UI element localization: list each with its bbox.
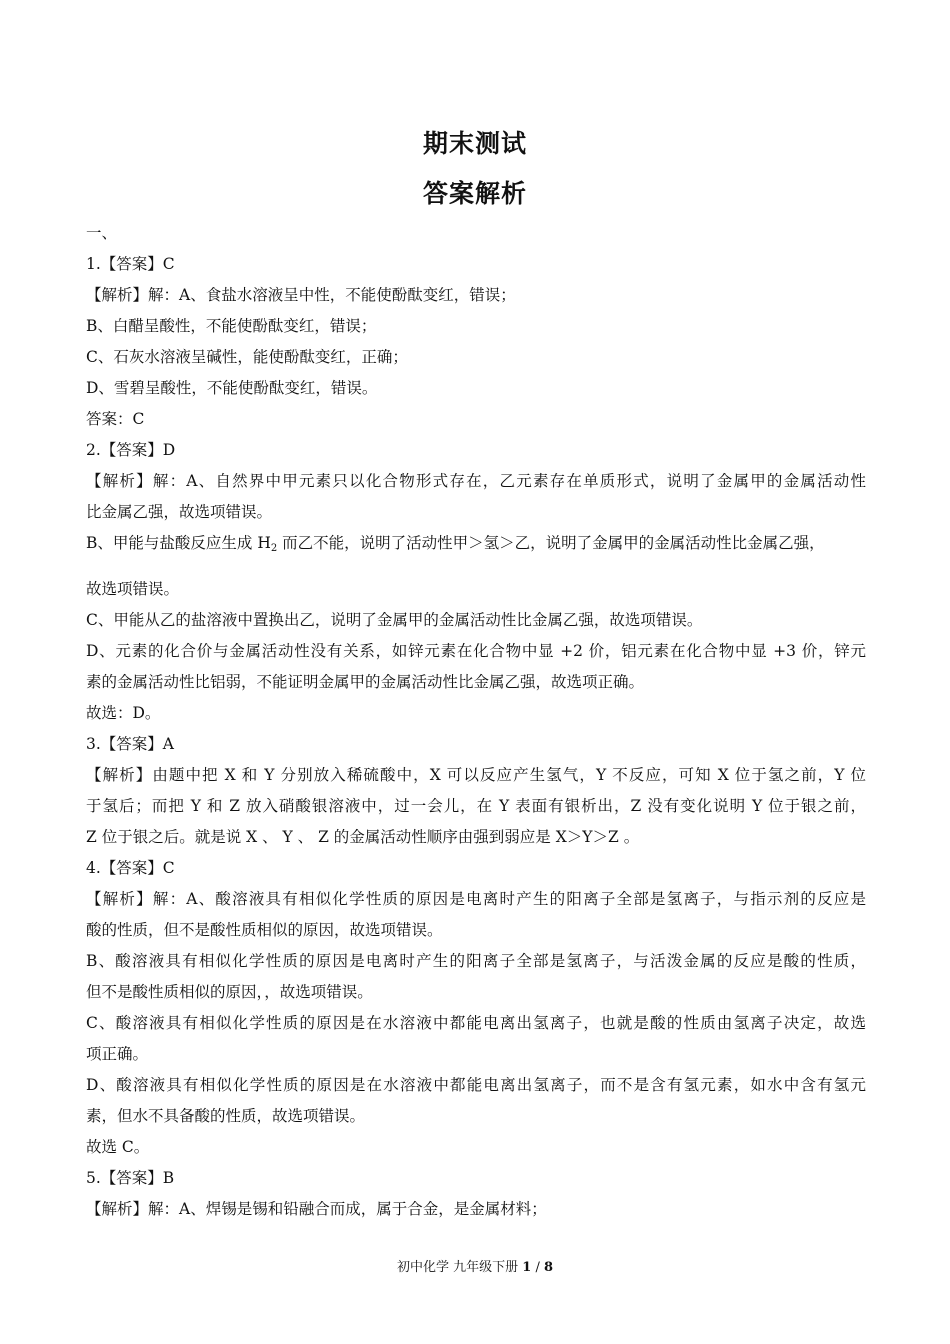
q1-analysis-line: B、白醋呈酸性，不能使酚酞变红，错误；	[86, 317, 377, 335]
q4-analysis-line: 项正确。	[86, 1045, 149, 1063]
q2-h2-text-a: B、甲能与盐酸反应生成 H	[86, 534, 271, 552]
q4-answer: 4.【答案】C	[86, 859, 175, 877]
q4-analysis-line: 故选 C。	[86, 1138, 150, 1156]
q5-answer: 5.【答案】B	[86, 1169, 175, 1187]
q2-analysis-line: 【解析】解：A、自然界中甲元素只以化合物形式存在，乙元素存在单质形式，说明了金属甲的金属活动性	[86, 472, 866, 490]
q2-analysis-line: D、元素的化合价与金属活动性没有关系，如锌元素在化合物中显 +2 价，铝元素在化合物中显 +3 价，锌元	[86, 642, 866, 660]
q4-analysis-line: B、酸溶液具有相似化学性质的原因是电离时产生的阳离子全部是氢离子，与活泼金属的反应是酸的性质，	[86, 952, 866, 970]
q4-analysis-line: C、酸溶液具有相似化学性质的原因是在水溶液中都能电离出氢离子，也就是酸的性质由氢离子决定，故选	[86, 1014, 866, 1032]
footer-page-total: 8	[543, 1260, 554, 1275]
answer-content	[86, 218, 866, 1225]
q1-analysis-line: 答案：C	[86, 410, 145, 428]
q4-analysis-line: 素，但水不具备酸的性质，故选项错误。	[86, 1107, 366, 1125]
q2-analysis-line: 比金属乙强，故选项错误。	[86, 503, 273, 521]
q3-analysis-line: 于氢后；而把 Y 和 Z 放入硝酸银溶液中，过一会儿，在 Y 表面有银析出，Z 没有变化说明 Y 位于银之前，	[86, 797, 866, 815]
q4-analysis-line: 【解析】解：A、酸溶液具有相似化学性质的原因是电离时产生的阳离子全部是氢离子，与指示剂的反应是	[86, 890, 866, 908]
q2-answer: 2.【答案】D	[86, 441, 176, 459]
q5-analysis-line: 【解析】解：A、焊锡是锡和铅融合而成，属于合金，是金属材料；	[86, 1200, 547, 1218]
q1-analysis-line: D、雪碧呈酸性，不能使酚酞变红，错误。	[86, 379, 378, 397]
q1-answer: 1.【答案】C	[86, 255, 175, 273]
footer-separator: /	[531, 1260, 544, 1275]
page-title: 期末测试	[422, 129, 527, 158]
page-subtitle: 答案解析	[422, 179, 527, 208]
footer-course: 初中化学 九年级下册	[396, 1260, 519, 1275]
footer-page-number: 1	[522, 1260, 532, 1275]
q4-analysis-line: 但不是酸性质相似的原因，，故选项错误。	[86, 983, 373, 1001]
q3-analysis-line: Z 位于银之后。就是说 X 、 Y 、 Z 的金属活动性顺序由强到弱应是 X＞Y＞Z 。	[86, 828, 640, 846]
q3-analysis-line: 【解析】由题中把 X 和 Y 分别放入稀硫酸中，X 可以反应产生氢气，Y 不反应，可知 X 位于氢之前，Y 位	[86, 766, 866, 784]
page-footer	[0, 1256, 950, 1275]
q2-analysis-line: 故选：D。	[86, 704, 161, 722]
section-heading: 一、	[86, 224, 118, 242]
q1-analysis-line: C、石灰水溶液呈碱性，能使酚酞变红，正确；	[86, 348, 408, 366]
q2-analysis-line-h2	[86, 528, 866, 574]
q2-analysis-line: 素的金属活动性比铝弱，不能证明金属甲的金属活动性比金属乙强，故选项正确。	[86, 673, 645, 691]
q3-answer: 3.【答案】A	[86, 735, 174, 753]
h2-subscript: 2	[270, 543, 278, 554]
q2-h2-text-b: 而乙不能，说明了活动性甲＞氢＞乙，说明了金属甲的金属活动性比金属乙强，	[277, 534, 825, 552]
q4-analysis-line: D、酸溶液具有相似化学性质的原因是在水溶液中都能电离出氢离子，而不是含有氢元素，如水中含有氢元	[86, 1076, 866, 1094]
q1-analysis-line: 【解析】解：A、食盐水溶液呈中性，不能使酚酞变红，错误；	[86, 286, 516, 304]
q4-analysis-line: 酸的性质，但不是酸性质相似的原因，故选项错误。	[86, 921, 443, 939]
q2-analysis-line: 故选项错误。	[86, 580, 180, 598]
q2-analysis-line: C、甲能从乙的盐溶液中置换出乙，说明了金属甲的金属活动性比金属乙强，故选项错误。	[86, 611, 703, 629]
